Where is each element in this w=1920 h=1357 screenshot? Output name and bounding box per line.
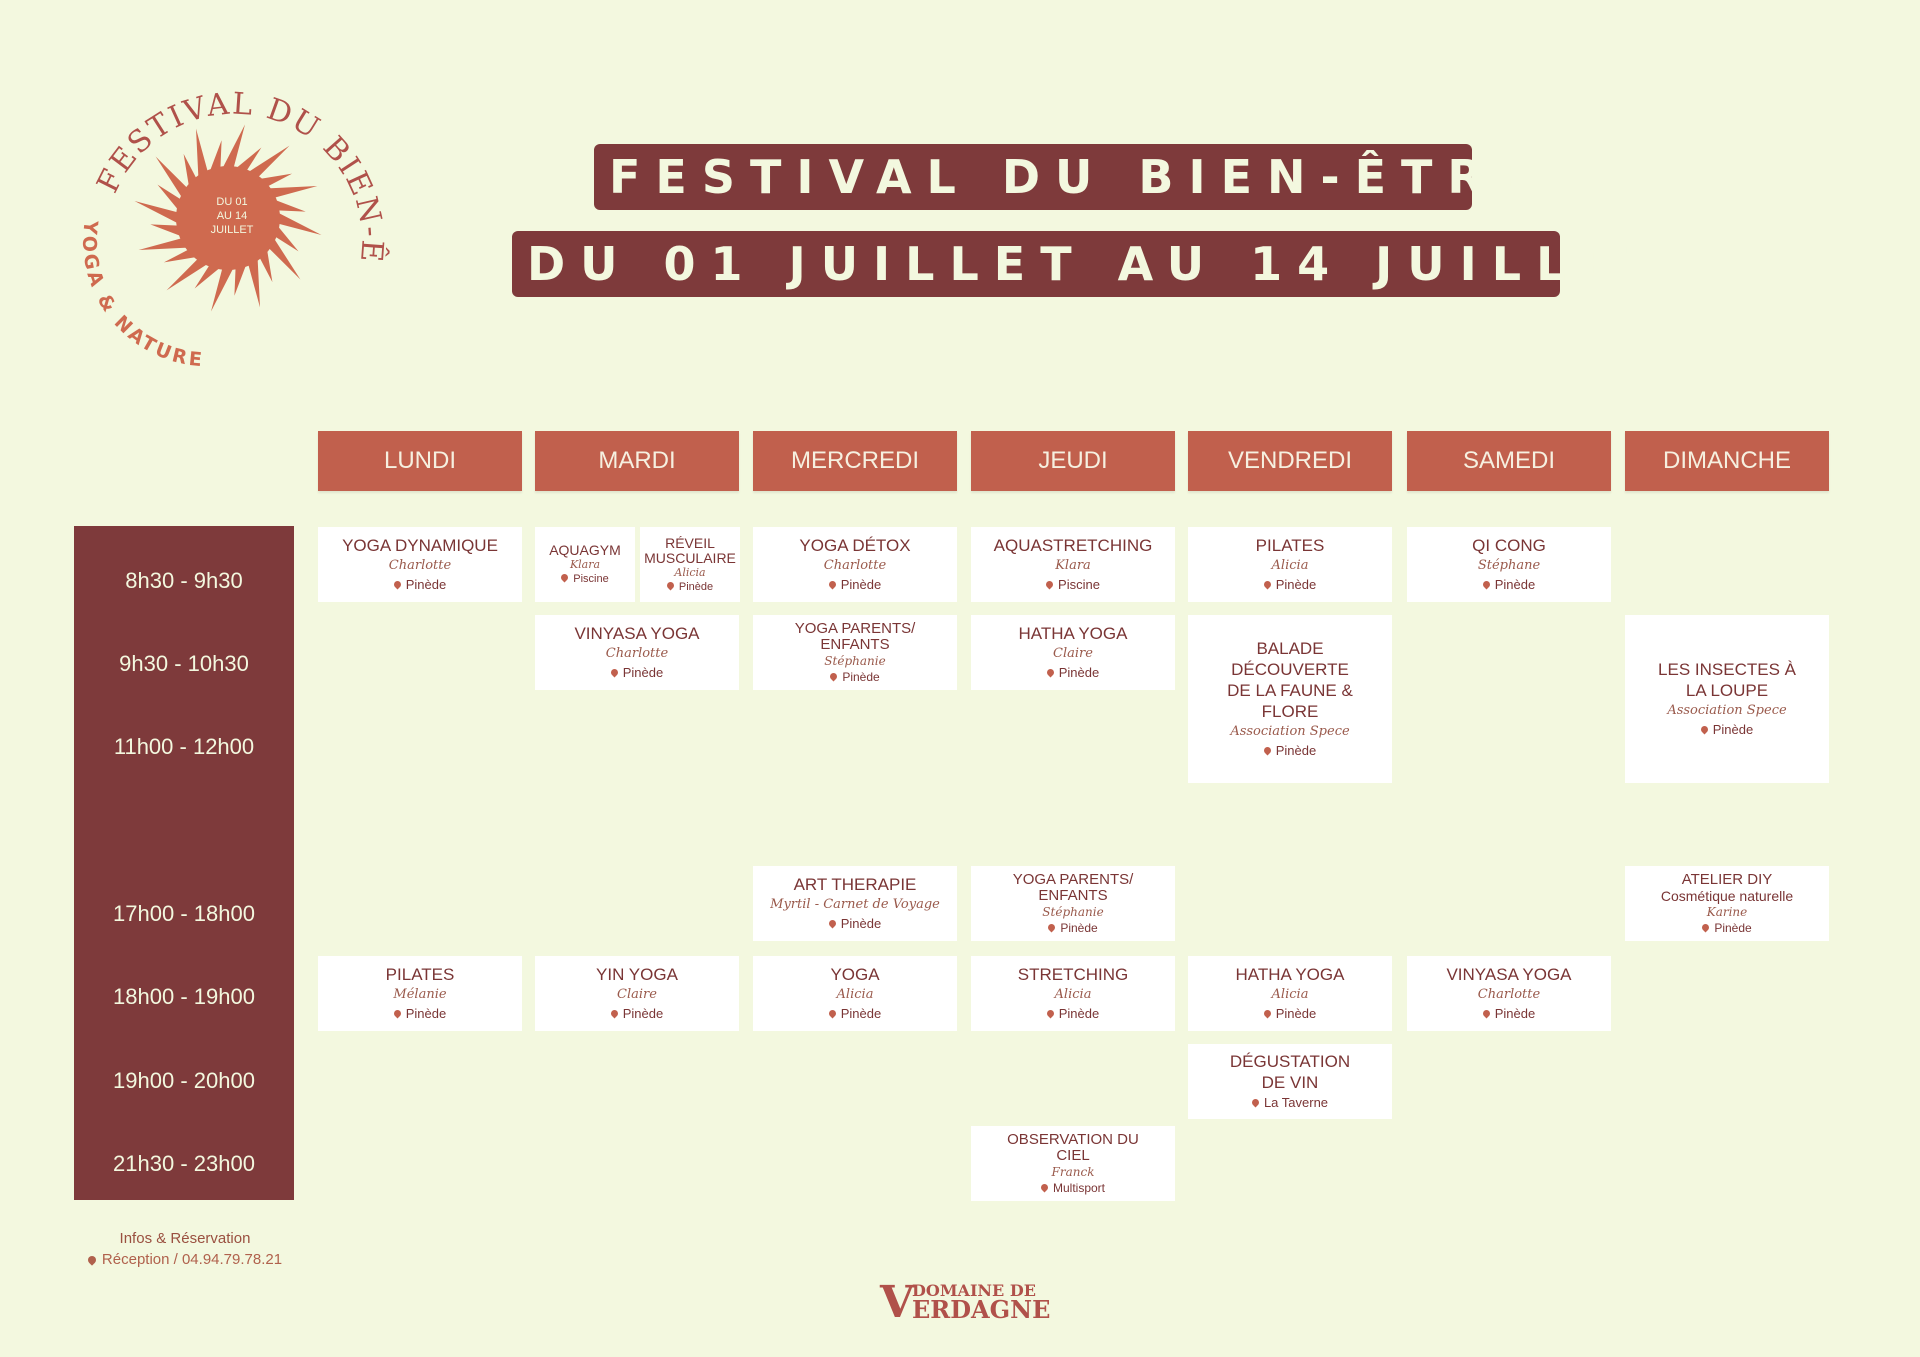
event-instructor: Charlotte (823, 558, 887, 573)
event-card[interactable] (1407, 527, 1611, 602)
event-instructor: Claire (617, 987, 657, 1002)
sun-emblem (60, 55, 420, 375)
event-location: Pinède (1701, 720, 1753, 739)
location-pin-icon (1040, 1182, 1050, 1192)
event-title: AQUAGYM (549, 542, 621, 558)
event-card[interactable] (640, 527, 740, 602)
event-card[interactable] (1625, 615, 1829, 783)
info-title: Infos & Réservation (119, 1230, 251, 1247)
event-title: PILATES (1255, 536, 1325, 555)
event-card[interactable] (971, 866, 1175, 941)
day-header-mardi: MARDI (535, 431, 739, 491)
event-location: Pinède (1264, 1004, 1316, 1023)
event-location: Piscine (1046, 575, 1100, 594)
event-card[interactable] (1188, 527, 1392, 602)
time-slot: 18h00 - 19h00 (113, 984, 255, 1009)
event-title: LES INSECTES À LA LOUPE (1658, 660, 1796, 700)
event-title: OBSERVATION DU CIEL (1007, 1130, 1139, 1164)
location-pin-icon (1045, 1009, 1055, 1019)
page-title: FESTIVAL DU BIEN-ÊTRE (594, 144, 1472, 210)
event-title: HATHA YOGA (1235, 965, 1345, 984)
event-card[interactable] (753, 956, 957, 1031)
time-slot: 9h30 - 10h30 (119, 651, 249, 676)
event-title: AQUASTRETCHING (993, 536, 1153, 555)
time-slot: 11h00 - 12h00 (113, 734, 255, 759)
event-instructor: Stéphanie (824, 653, 886, 668)
event-location: Pinède (829, 575, 881, 594)
event-location: Pinède (1483, 575, 1535, 594)
location-pin-icon (392, 1009, 402, 1019)
location-pin-icon (827, 580, 837, 590)
event-card[interactable] (535, 527, 635, 602)
logo-arc-subtitle: YOGA & NATURE (77, 219, 206, 372)
event-instructor: Mélanie (393, 987, 447, 1002)
location-pin-icon (1262, 1009, 1272, 1019)
event-location: Pinède (611, 1004, 663, 1023)
location-pin-icon (1045, 580, 1055, 590)
location-pin-icon (827, 919, 837, 929)
location-pin-icon (827, 1009, 837, 1019)
location-pin-icon (1262, 746, 1272, 756)
event-location: Pinède (1264, 741, 1316, 760)
event-title: STRETCHING (1017, 965, 1129, 984)
location-pin-icon (86, 1254, 97, 1265)
event-location: Pinède (394, 575, 446, 594)
location-pin-icon (609, 668, 619, 678)
event-instructor: Klara (569, 558, 601, 571)
event-card[interactable] (971, 956, 1175, 1031)
event-location: Pinède (394, 1004, 446, 1023)
location-pin-icon (665, 580, 675, 590)
event-instructor: Alicia (836, 987, 874, 1002)
location-pin-icon (1047, 922, 1057, 932)
event-instructor: Claire (1053, 646, 1093, 661)
location-pin-icon (1481, 1009, 1491, 1019)
event-card[interactable] (1188, 615, 1392, 783)
festival-logo (60, 55, 420, 375)
location-pin-icon (1701, 922, 1711, 932)
brand-logo (862, 1274, 1062, 1324)
location-pin-icon (1481, 580, 1491, 590)
brand-line2: ERDAGNE (912, 1295, 1051, 1324)
info-contact[interactable]: Réception / 04.94.79.78.21 (74, 1251, 296, 1268)
brand-line1: DOMAINE DE (912, 1281, 1036, 1300)
event-instructor: Franck (1051, 1164, 1095, 1179)
logo-arc-title: FESTIVAL DU BIEN-Ê (90, 86, 390, 266)
location-pin-icon (609, 1009, 619, 1019)
event-location: Pinède (1047, 663, 1099, 682)
event-title: ART THERAPIE (793, 875, 917, 894)
event-card[interactable] (318, 527, 522, 602)
event-instructor: Association Spece (1667, 703, 1787, 718)
logo-date-line3: JUILLET (210, 224, 254, 236)
location-pin-icon (1699, 725, 1709, 735)
event-card[interactable] (971, 527, 1175, 602)
event-location: Pinède (1047, 1004, 1099, 1023)
event-card[interactable] (318, 956, 522, 1031)
day-header-samedi: SAMEDI (1407, 431, 1611, 491)
event-instructor: Karine (1706, 904, 1748, 919)
event-instructor: Charlotte (388, 558, 452, 573)
event-instructor: Alicia (1054, 987, 1092, 1002)
event-title: QI CONG (1472, 536, 1546, 555)
time-slot: 19h00 - 20h00 (113, 1068, 255, 1093)
event-title: YOGA DYNAMIQUE (342, 536, 498, 555)
page-subtitle-dates: DU 01 JUILLET AU 14 JUILLET (512, 231, 1560, 297)
event-instructor: Charlotte (1477, 987, 1541, 1002)
location-pin-icon (829, 671, 839, 681)
event-card[interactable] (535, 615, 739, 690)
event-title: YOGA PARENTS/ ENFANTS (794, 619, 916, 653)
event-card[interactable] (535, 956, 739, 1031)
event-title: YOGA (830, 965, 880, 984)
info-reservation (74, 1230, 296, 1268)
event-location: Pinède (830, 669, 879, 685)
time-column (74, 526, 294, 1200)
event-subtitle: Cosmétique naturelle (1660, 887, 1794, 904)
event-location: Pinède (1264, 575, 1316, 594)
event-card[interactable] (1188, 1044, 1392, 1119)
event-instructor: Association Spece (1230, 724, 1350, 739)
event-title: ATELIER DIY (1681, 870, 1773, 888)
event-location: Multisport (1041, 1180, 1105, 1196)
event-card[interactable] (971, 1126, 1175, 1201)
event-instructor: Alicia (674, 565, 706, 579)
day-header-dimanche: DIMANCHE (1625, 431, 1829, 491)
event-instructor: Alicia (1271, 987, 1309, 1002)
event-location: Pinède (829, 1004, 881, 1023)
logo-date-line1: DU 01 (216, 196, 248, 208)
event-title: DÉGUSTATION DE VIN (1229, 1052, 1351, 1092)
event-instructor: Stéphanie (1042, 904, 1104, 919)
event-title: RÉVEIL MUSCULAIRE (644, 534, 736, 566)
event-location: Pinède (1483, 1004, 1535, 1023)
event-title: PILATES (385, 965, 455, 984)
event-card[interactable] (1188, 956, 1392, 1031)
time-slot: 8h30 - 9h30 (125, 568, 243, 593)
event-title: VINYASA YOGA (574, 624, 700, 643)
event-instructor: Myrtil - Carnet de Voyage (770, 897, 940, 912)
day-header-lundi: LUNDI (318, 431, 522, 491)
event-instructor: Alicia (1271, 558, 1309, 573)
event-location: Pinède (667, 580, 713, 594)
time-slot: 17h00 - 18h00 (113, 901, 255, 926)
location-pin-icon (1262, 580, 1272, 590)
location-pin-icon (1045, 668, 1055, 678)
event-instructor: Charlotte (605, 646, 669, 661)
event-title: YOGA PARENTS/ ENFANTS (1012, 870, 1134, 904)
brand-initial: V (880, 1277, 915, 1324)
time-slot: 21h30 - 23h00 (113, 1151, 255, 1176)
event-card[interactable] (753, 615, 957, 690)
event-card[interactable] (971, 615, 1175, 690)
event-location: Piscine (561, 572, 608, 586)
event-location: La Taverne (1252, 1093, 1328, 1112)
event-title: BALADE DÉCOUVERTE DE LA FAUNE & FLORE (1227, 639, 1353, 721)
event-location: Pinède (829, 914, 881, 933)
event-card[interactable] (1407, 956, 1611, 1031)
day-header-vendredi: VENDREDI (1188, 431, 1392, 491)
domaine-logo (862, 1274, 1062, 1324)
location-pin-icon (560, 573, 570, 583)
event-instructor: Klara (1055, 558, 1091, 573)
event-title: HATHA YOGA (1018, 624, 1128, 643)
location-pin-icon (392, 580, 402, 590)
event-location: Pinède (611, 663, 663, 682)
location-pin-icon (1251, 1098, 1261, 1108)
event-location: Pinède (1702, 920, 1751, 936)
logo-date-line2: AU 14 (216, 210, 248, 222)
event-card[interactable] (753, 527, 957, 602)
event-card[interactable] (1625, 866, 1829, 941)
event-title: VINYASA YOGA (1446, 965, 1572, 984)
event-instructor: Stéphane (1477, 558, 1541, 573)
event-title: YOGA DÉTOX (799, 536, 911, 555)
day-header-jeudi: JEUDI (971, 431, 1175, 491)
event-card[interactable] (753, 866, 957, 941)
event-title: YIN YOGA (596, 965, 678, 984)
event-location: Pinède (1048, 920, 1097, 936)
day-header-mercredi: MERCREDI (753, 431, 957, 491)
